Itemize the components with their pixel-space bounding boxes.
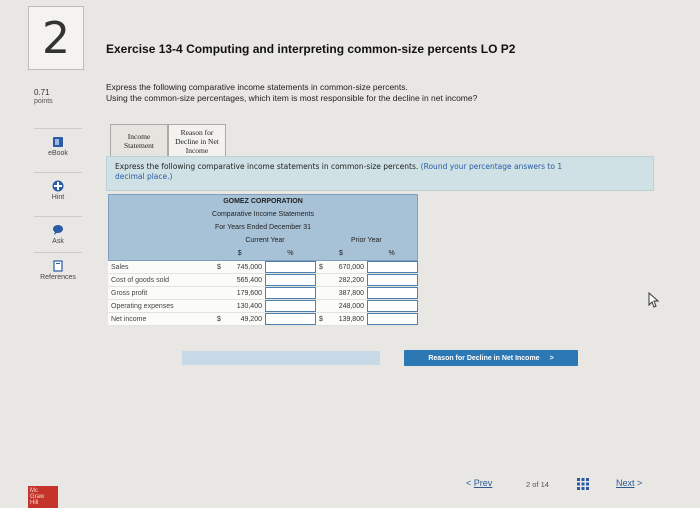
col-prior-year: Prior Year	[350, 237, 382, 244]
sub-dollar: $	[237, 250, 242, 257]
table-row	[108, 287, 418, 300]
current-amount	[214, 261, 265, 273]
current-amount	[214, 300, 265, 312]
amount: 179,600	[236, 290, 262, 297]
tab-label: Reason for	[180, 127, 214, 137]
prev-button[interactable]	[466, 478, 492, 488]
column-header-row	[109, 234, 417, 247]
current-amount	[214, 287, 265, 299]
row-label: Net income	[111, 316, 147, 323]
row-label: Operating expenses	[111, 303, 174, 310]
divider	[34, 128, 82, 129]
dollar-sign: $	[217, 264, 221, 271]
table-row	[108, 300, 418, 313]
note-text: Express the following comparative income statements in common-size percents.	[115, 162, 419, 171]
subheader-row	[109, 247, 417, 260]
current-percent-input[interactable]	[265, 313, 316, 325]
logo-text: Hill	[30, 500, 39, 506]
points-value: 0.71	[34, 88, 50, 97]
points-label: points	[34, 98, 53, 105]
prior-percent-input[interactable]	[367, 261, 418, 273]
current-percent-input[interactable]	[265, 287, 316, 299]
ask-icon	[52, 224, 64, 236]
tab-label: Income	[127, 132, 151, 141]
reason-for-decline-button[interactable]	[404, 350, 578, 366]
question-number-box	[28, 6, 84, 70]
references-label: References	[40, 274, 76, 281]
logo-text: Graw	[30, 494, 45, 500]
amount: 139,800	[338, 316, 364, 323]
mcgraw-hill-logo	[28, 486, 58, 508]
current-percent-input[interactable]	[265, 300, 316, 312]
amount: 49,200	[240, 316, 262, 323]
current-percent-input[interactable]	[265, 274, 316, 286]
exercise-title: Exercise 13-4 Computing and interpreting common-size percents LO P2	[106, 42, 516, 56]
table-header	[108, 194, 418, 261]
ask-label: Ask	[52, 238, 64, 245]
ask-tool[interactable]	[28, 224, 88, 245]
references-icon	[52, 260, 64, 272]
grid-icon[interactable]	[577, 478, 589, 490]
dollar-sign: $	[319, 316, 323, 323]
amount: 387,800	[338, 290, 364, 297]
col-current-year: Current Year	[245, 237, 285, 244]
statement-name: Comparative Income Statements	[212, 211, 314, 218]
statement-period: For Years Ended December 31	[214, 224, 312, 231]
amount: 130,400	[236, 303, 262, 310]
question-tabs	[110, 124, 226, 158]
prior-percent-input[interactable]	[367, 287, 418, 299]
chevron-left-icon: <	[466, 478, 472, 488]
dollar-sign: $	[217, 316, 221, 323]
prior-percent-input[interactable]	[367, 300, 418, 312]
prior-amount	[316, 300, 367, 312]
divider	[34, 252, 82, 253]
prior-percent-input[interactable]	[367, 313, 418, 325]
amount: 565,400	[236, 277, 262, 284]
chevron-right-icon: >	[549, 354, 554, 362]
dollar-sign: $	[319, 264, 323, 271]
instruction-line-2: Using the common-size percentages, which item is most responsible for the decline in net income?	[106, 93, 478, 103]
hint-tool[interactable]	[28, 180, 88, 201]
next-label: Next	[616, 478, 635, 488]
ebook-icon	[52, 136, 64, 148]
table-row	[108, 313, 418, 326]
row-label: Cost of goods sold	[111, 277, 169, 284]
sub-dollar: $	[339, 250, 343, 257]
tab-label: Decline in Net	[175, 136, 219, 146]
table-row	[108, 274, 418, 287]
current-percent-input[interactable]	[265, 261, 316, 273]
divider	[34, 216, 82, 217]
amount: 282,200	[338, 277, 364, 284]
current-amount	[214, 313, 265, 325]
instruction-line-1: Express the following comparative income statements in common-size percents.	[106, 82, 408, 92]
note-hint-2: decimal place.)	[115, 172, 173, 181]
reason-button-label: Reason for Decline in Net Income	[428, 354, 540, 362]
page-count: 2 of 14	[526, 480, 549, 489]
prior-amount	[316, 287, 367, 299]
table-row	[108, 261, 418, 274]
previous-section-button[interactable]	[182, 351, 380, 365]
amount: 745,000	[236, 264, 262, 271]
mouse-cursor-icon	[648, 292, 660, 308]
prior-amount	[316, 313, 367, 325]
sub-pct: %	[388, 250, 395, 257]
amount: 670,000	[338, 264, 364, 271]
row-label: Gross profit	[111, 290, 148, 297]
divider	[34, 172, 82, 173]
ebook-tool[interactable]	[28, 136, 88, 157]
prior-amount	[316, 261, 367, 273]
prev-label: Prev	[473, 478, 493, 488]
amount: 248,000	[338, 303, 364, 310]
prior-percent-input[interactable]	[367, 274, 418, 286]
next-button[interactable]	[616, 478, 642, 488]
instruction-note	[106, 156, 654, 191]
company-name: GOMEZ CORPORATION	[223, 198, 303, 205]
current-amount	[214, 274, 265, 286]
chevron-right-icon: >	[637, 478, 643, 488]
ebook-label: eBook	[48, 150, 68, 157]
hint-icon	[52, 180, 64, 192]
tab-label: Income	[185, 145, 209, 155]
note-hint: (Round your percentage answers to 1	[420, 162, 563, 171]
references-tool[interactable]	[28, 260, 88, 281]
logo-text: Mc	[30, 488, 38, 494]
income-statement-table	[108, 194, 418, 326]
row-label: Sales	[111, 264, 129, 271]
question-number: 2	[42, 12, 70, 64]
tab-income-statement[interactable]	[110, 124, 168, 158]
hint-label: Hint	[51, 194, 65, 201]
prior-amount	[316, 274, 367, 286]
tab-label: Statement	[124, 141, 154, 150]
sub-pct: %	[287, 250, 294, 257]
tab-reason-for-decline[interactable]	[168, 124, 226, 158]
